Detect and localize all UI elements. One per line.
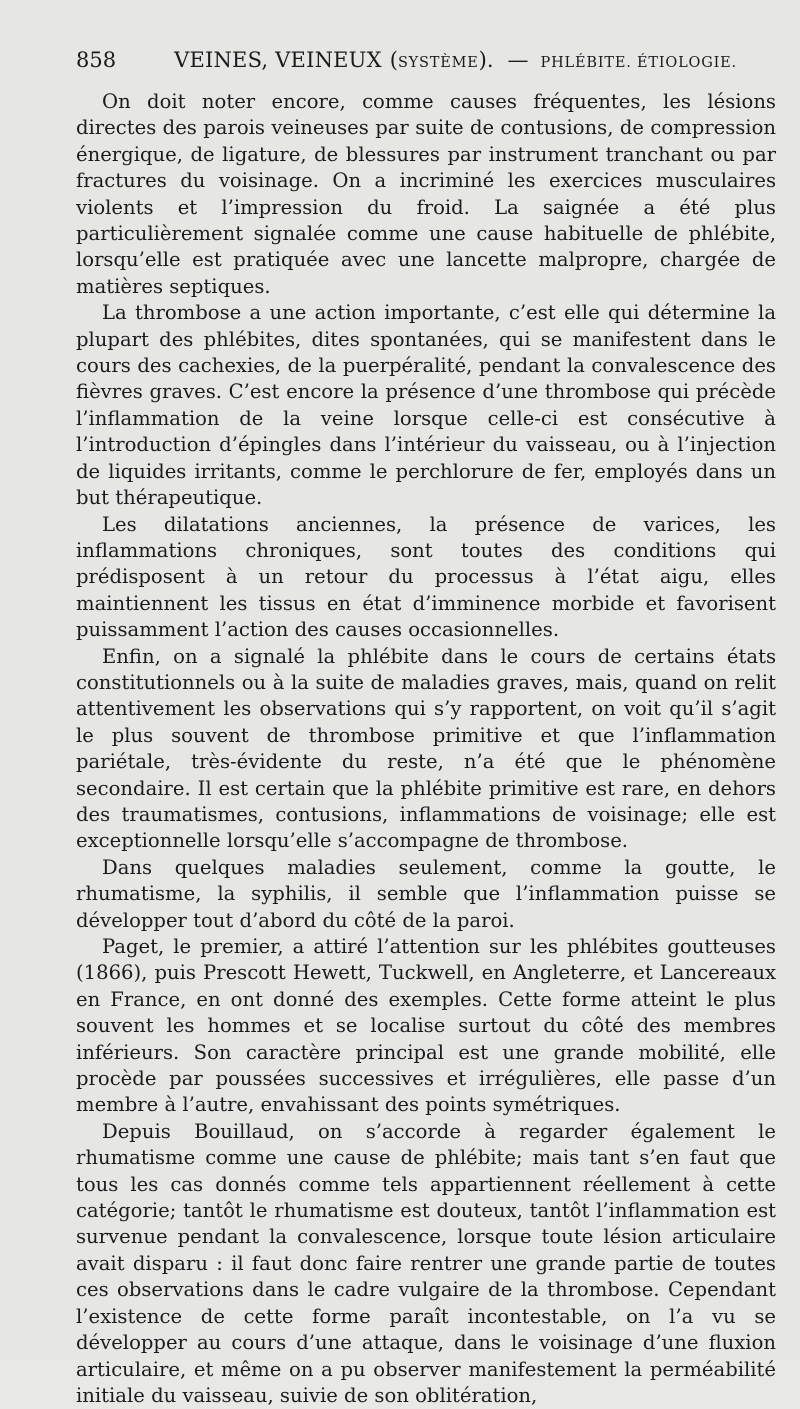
paragraph-4: Enfin, on a signalé la phlébite dans le cours de certains états constitutionnels ou à la suite de maladies graves, mais, quand on relit attentivement les observations qui s’y rapportent, on voit qu’il s’agit le plus souvent de thrombose primitive et que l’inflammation pariétale, très-évidente du reste, n’a été que le phénomène secondaire. Il est certain que la phlébite primitive est rare, en dehors des traumatismes, contusions, inflammations de voisinage; elle est exceptionnelle lorsqu’elle s’accompagne de thrombose. — [76, 644, 776, 853]
page-number: 858 — [76, 48, 117, 72]
paragraph-1: On doit noter encore, comme causes fréquentes, les lésions directes des parois veineuses par suite de contusions, de compression énergique, de ligature, de blessures par instrument tranchant ou par fractures du voisinage. On a incriminé les exercices musculaires violents et l’impression du froid. La saignée a été plus particulièrement signalée comme une cause habituelle de phlébite, lorsqu’elle est pratiquée avec une lancette malpropre, chargée de matières septiques. — [76, 90, 776, 298]
body-text — [76, 89, 776, 1409]
header-subtitle-close: ). — [478, 48, 494, 72]
paragraph-2: La thrombose a une action importante, c’est elle qui détermine la plupart des phlébites, dites spontanées, qui se manifestent dans le cours des cachexies, de la puerpéralité, pendant la convalescence des fièvres graves. C’est encore la présence d’une thrombose qui précède l’inflammation de la veine lorsque celle-ci est consécutive à l’introduction d’épingles dans l’intérieur du vaisseau, ou à l’injection de liquides irritants, comme le perchlorure de fer, employés dans un but thérapeutique. — [76, 301, 776, 510]
header-title: VEINES, VEINEUX — [174, 48, 382, 72]
header-subtitle-open: ( — [389, 48, 398, 72]
paragraph-7: Depuis Bouillaud, on s’accorde à regarder également le rhumatisme comme une cause de phlébite; mais tant s’en faut que tous les cas donnés comme tels appartiennent réellement à cette catégorie; tantôt le rhumatisme est douteux, tantôt l’inflammation est survenue pendant la convalescence, lorsque toute lésion articulaire avait disparu : il faut donc faire rentrer une grande partie de toutes ces observations dans le cadre vulgaire de la thrombose. Cependant l’existence de cette forme paraît incontestable, on l’a vu se développer au cours d’une attaque, dans le voisinage d’une fluxion articulaire, et même on a pu observer manifestement la perméabilité initiale du vaisseau, suivie de son oblitération, — [76, 1119, 776, 1407]
header-subtitle: SYSTÈME — [397, 55, 479, 71]
running-header — [76, 46, 776, 77]
header-section: PHLÉBITE. ÉTIOLOGIE. — [540, 55, 737, 71]
paragraph-3: Les dilatations anciennes, la présence de varices, les inflammations chroniques, sont toutes des conditions qui prédisposent à un retour du processus à l’état aigu, elles maintiennent les tissus en état d’imminence morbide et favorisent puissamment l’action des causes occasionnelles. — [76, 512, 776, 642]
paragraph-6: Paget, le premier, a attiré l’attention sur les phlébites goutteuses (1866), puis Prescott Hewett, Tuckwell, en Angleterre, et Lancereaux en France, en ont donné des exemples. Cette forme atteint le plus souvent les hommes et se localise surtout du côté des membres inférieurs. Son caractère principal est une grande mobilité, elle procède par poussées successives et irrégulières, elle passe d’un membre à l’autre, envahissant des points symétriques. — [76, 935, 776, 1117]
paragraph-5: Dans quelques maladies seulement, comme la goutte, le rhumatisme, la syphilis, il semble que l’inflammation puisse se développer tout d’abord du côté de la paroi. — [76, 855, 776, 932]
header-dash: — — [507, 48, 529, 72]
